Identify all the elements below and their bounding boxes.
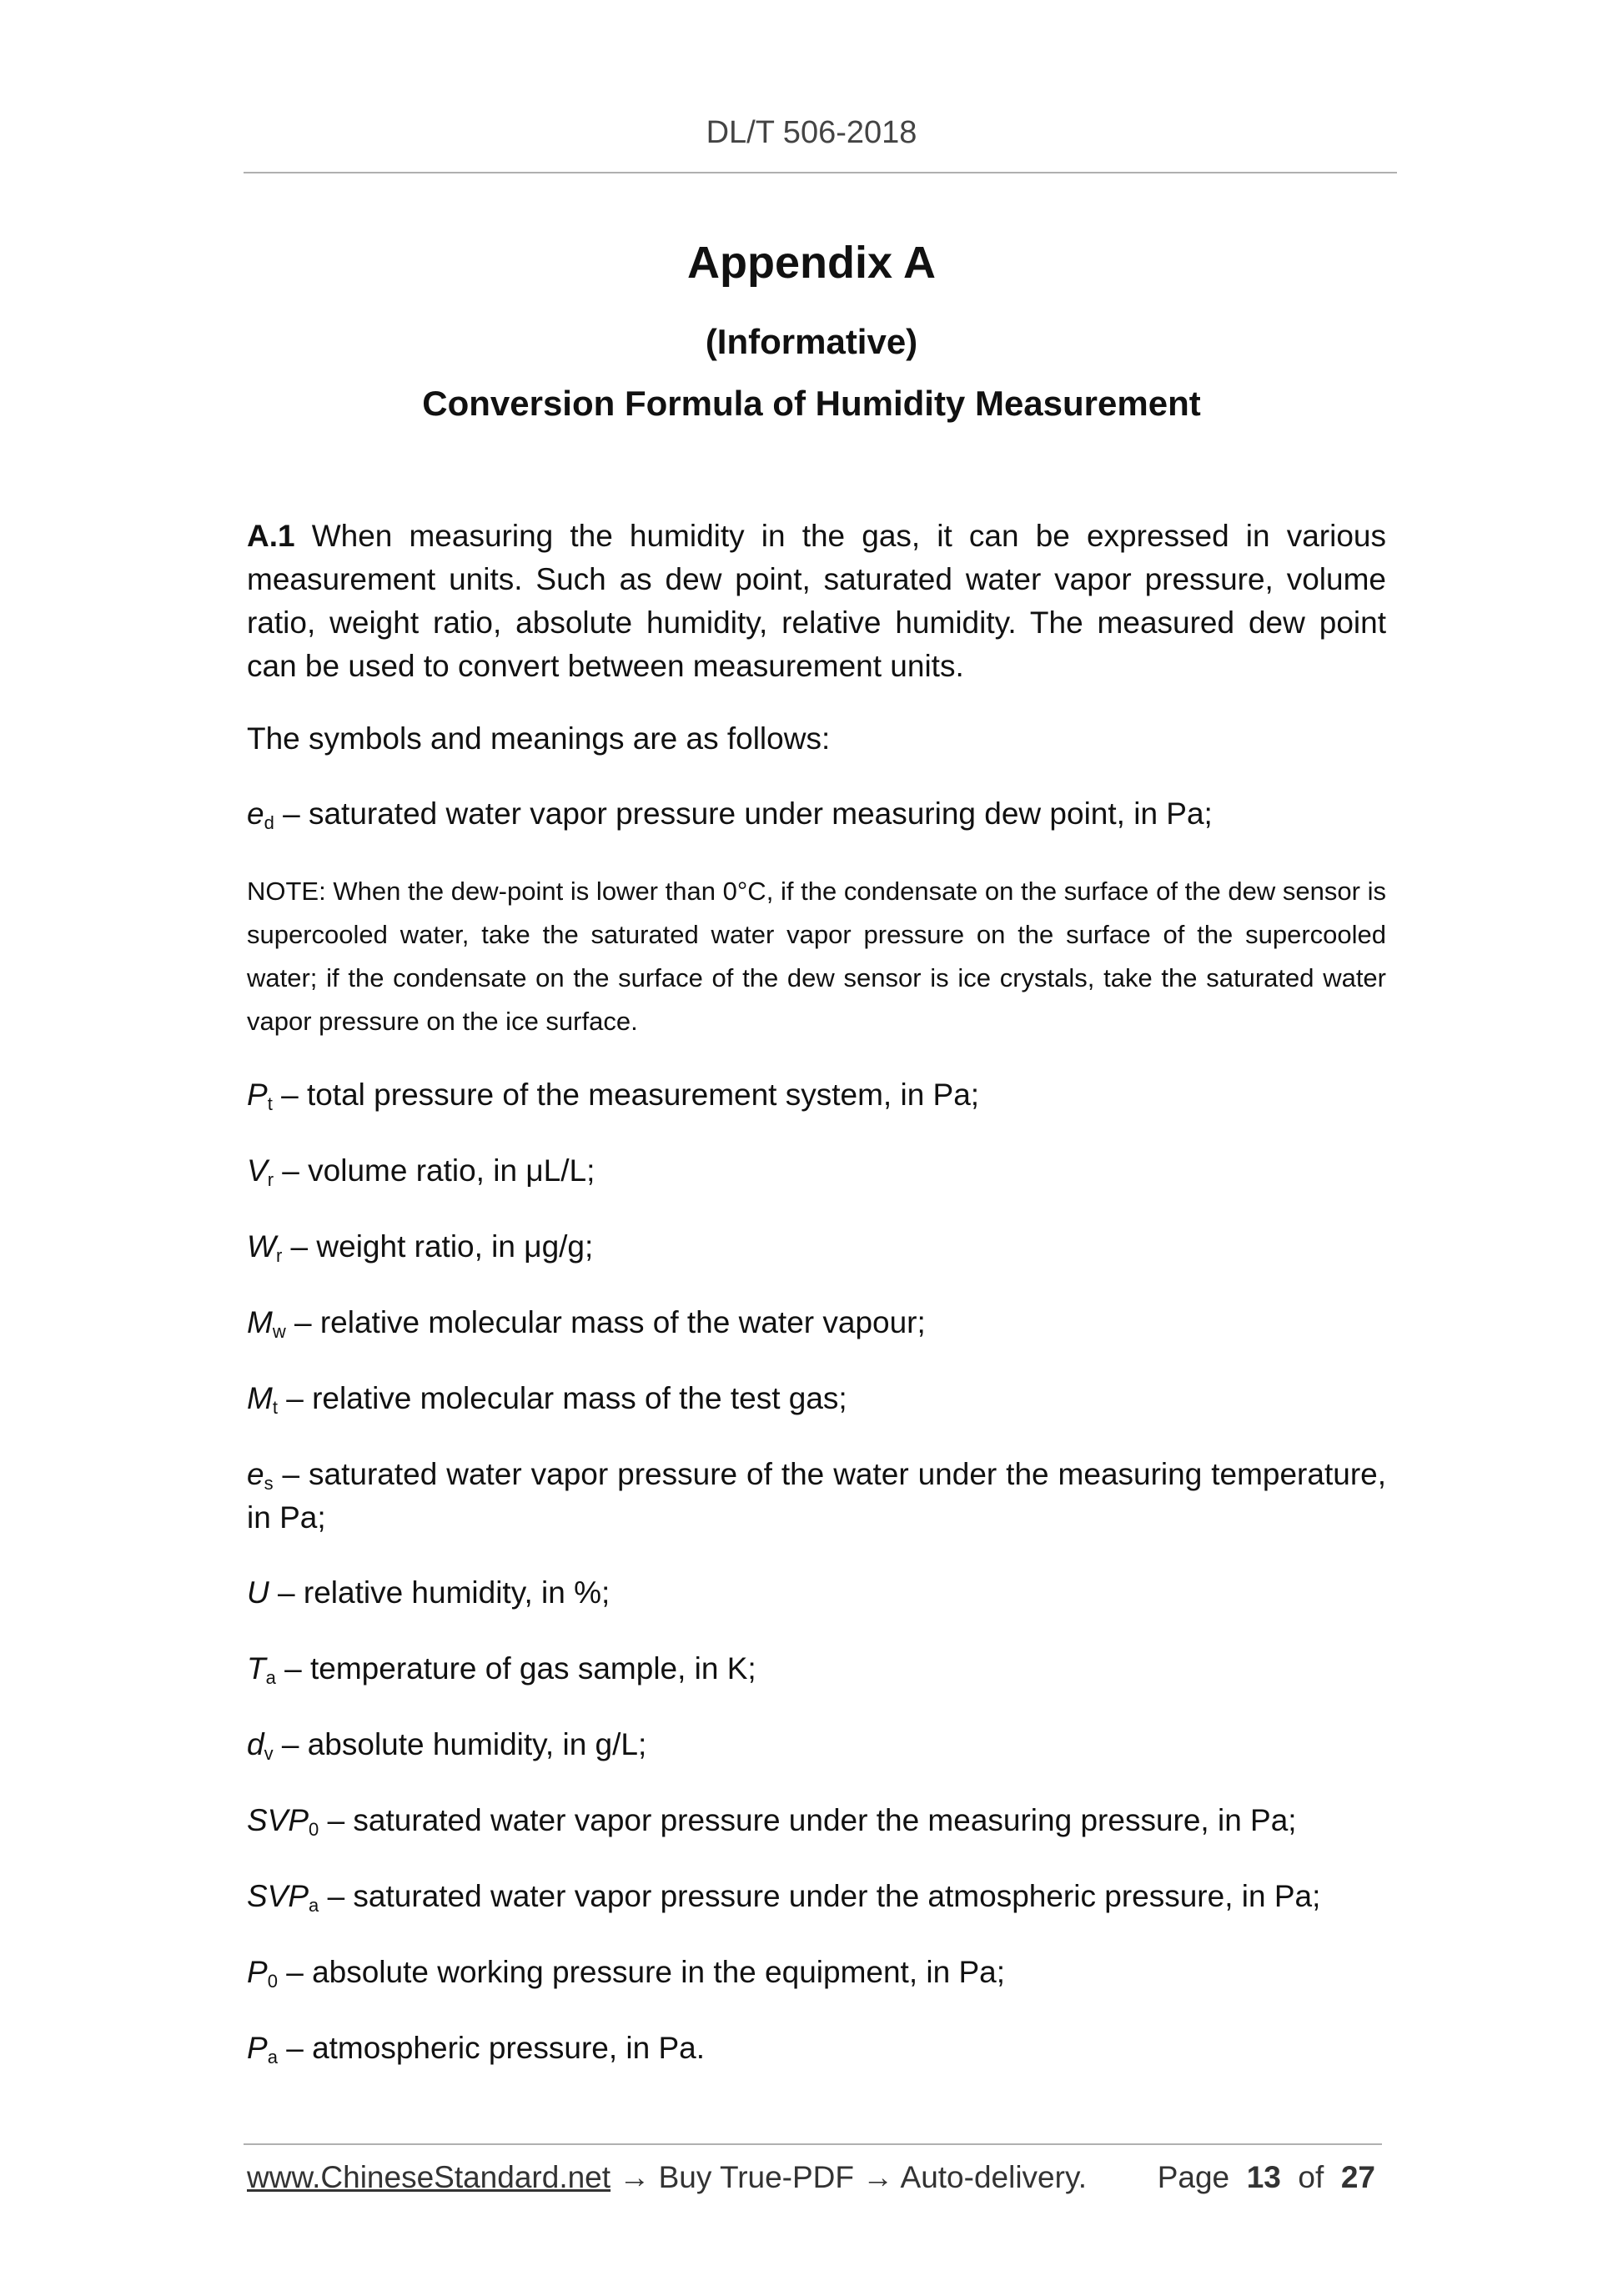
- appendix-heading: Conversion Formula of Humidity Measurement: [422, 384, 1201, 423]
- symbol-subscript: a: [265, 1667, 276, 1688]
- page-number: [1158, 2160, 1375, 2195]
- symbol-letter: e: [247, 1457, 264, 1491]
- symbol-description: – relative molecular mass of the water vapour;: [285, 1305, 926, 1339]
- symbol-mt: [247, 1377, 1386, 1420]
- symbol-description: – saturated water vapor pressure under the atmospheric pressure, in Pa;: [319, 1879, 1321, 1913]
- symbol-description: – weight ratio, in μg/g;: [282, 1229, 594, 1264]
- clause-a1: [247, 515, 1386, 688]
- symbol-description: – atmospheric pressure, in Pa.: [277, 2031, 706, 2065]
- symbol-svp0: [247, 1799, 1386, 1842]
- symbol-p0: [247, 1951, 1386, 1994]
- symbol-pt: [247, 1073, 1386, 1117]
- symbol-es: [247, 1453, 1386, 1540]
- symbol-subscript: w: [272, 1321, 286, 1342]
- symbol-letter: M: [247, 1381, 273, 1415]
- symbol-subscript: s: [264, 1473, 274, 1494]
- symbol-letter: SVP: [247, 1879, 309, 1913]
- symbol-pa: [247, 2027, 1386, 2070]
- header-divider: [244, 172, 1397, 173]
- total-pages: 27: [1340, 2160, 1375, 2194]
- symbol-description: – temperature of gas sample, in K;: [275, 1651, 756, 1686]
- symbol-description: – total pressure of the measurement system, in Pa;: [272, 1078, 980, 1112]
- symbol-description: – saturated water vapor pressure under measuring dew point, in Pa;: [274, 796, 1213, 831]
- symbol-description: – absolute working pressure in the equipment, in Pa;: [277, 1955, 1006, 1989]
- symbol-letter: V: [247, 1153, 268, 1188]
- symbol-letter: U: [247, 1575, 269, 1610]
- appendix-type: (Informative): [705, 322, 918, 361]
- symbol-subscript: t: [267, 1093, 273, 1114]
- symbol-subscript: t: [272, 1397, 278, 1418]
- symbol-u: [247, 1571, 1386, 1615]
- symbol-letter: P: [247, 1078, 268, 1112]
- clause-number: A.1: [247, 519, 295, 553]
- current-page: 13: [1246, 2160, 1281, 2194]
- document-code-header: DL/T 506-2018: [706, 115, 917, 150]
- symbols-intro: The symbols and meanings are as follows:: [247, 721, 831, 756]
- symbol-letter: P: [247, 1955, 268, 1989]
- symbol-vr: [247, 1149, 1386, 1193]
- symbol-wr: [247, 1225, 1386, 1269]
- symbol-description: – relative humidity, in %;: [269, 1575, 611, 1610]
- of-label: of: [1298, 2160, 1324, 2194]
- symbol-mw: [247, 1301, 1386, 1344]
- dew-point-note: NOTE: When the dew-point is lower than 0°C, if the condensate on the surface of the dew sensor is supercooled water, take the saturated water vapor pressure on the surface of the supercooled water; if the condensate on the surface of the dew sensor is ice crystals, take the saturated water vapor pressure on the ice surface.: [247, 877, 1386, 1036]
- symbol-letter: SVP: [247, 1803, 309, 1837]
- page-label: Page: [1157, 2160, 1230, 2194]
- symbol-svpa: [247, 1875, 1386, 1918]
- symbol-letter: P: [247, 2031, 268, 2065]
- symbol-subscript: r: [275, 1245, 283, 1266]
- appendix-title: Appendix A: [686, 238, 936, 288]
- symbol-subscript: 0: [309, 1819, 319, 1840]
- symbol-description: – volume ratio, in μL/L;: [274, 1153, 595, 1188]
- symbol-description: – absolute humidity, in g/L;: [273, 1727, 647, 1761]
- symbol-ta: [247, 1647, 1386, 1691]
- symbol-subscript: r: [267, 1169, 274, 1190]
- symbol-description: – saturated water vapor pressure of the water under the measuring temperature, in Pa;: [247, 1457, 1386, 1535]
- symbol-subscript: d: [264, 812, 274, 833]
- footer-promo: [247, 2160, 1087, 2195]
- symbol-description: – relative molecular mass of the test gas;: [277, 1381, 847, 1415]
- symbol-letter: e: [247, 796, 264, 831]
- website-link[interactable]: www.ChineseStandard.net: [247, 2160, 611, 2194]
- symbol-subscript: 0: [267, 1971, 278, 1992]
- symbol-description: – saturated water vapor pressure under the measuring pressure, in Pa;: [319, 1803, 1297, 1837]
- symbol-subscript: a: [267, 2047, 278, 2067]
- symbol-letter: T: [247, 1651, 266, 1686]
- symbol-subscript: v: [264, 1743, 274, 1764]
- symbol-dv: [247, 1723, 1386, 1766]
- footer-tagline: → Buy True-PDF → Auto-delivery.: [611, 2160, 1087, 2194]
- symbol-letter: M: [247, 1305, 273, 1339]
- symbol-letter: d: [247, 1727, 264, 1761]
- clause-text: When measuring the humidity in the gas, it can be expressed in various measurement units. Such as dew point, saturated water vapor pressure, volume ratio, weight ratio, absolute humidity, relative humidity. The measured dew point can be used to convert between measurement units.: [247, 519, 1386, 683]
- symbol-letter: W: [247, 1229, 276, 1264]
- symbol-subscript: a: [309, 1895, 319, 1916]
- symbol-ed: [247, 792, 1386, 836]
- footer-divider: [244, 2143, 1382, 2145]
